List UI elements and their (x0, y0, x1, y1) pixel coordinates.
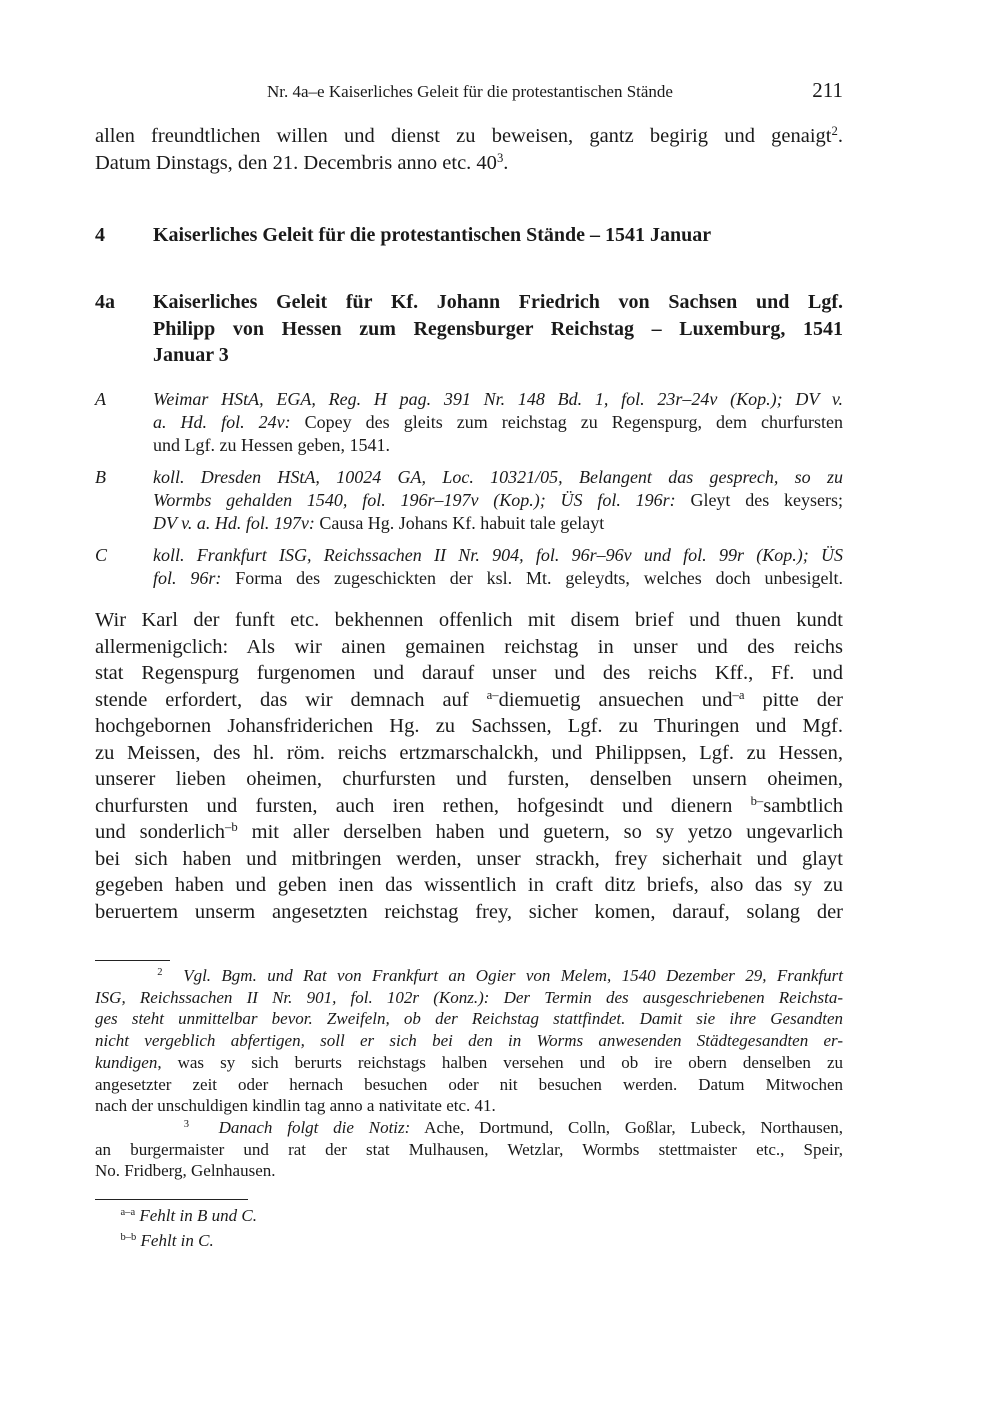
source-a (153, 388, 843, 457)
text-line (153, 567, 843, 590)
text-segment: , was sy sich berurts reichstags halben versehen und ob ire obern denselben zu (157, 1052, 843, 1072)
text-line (95, 766, 843, 793)
text-line (95, 846, 843, 873)
text-segment: diemuetig ansuechen und (498, 688, 733, 711)
text-segment: Causa Hg. Johans Kf. habuit tale gelayt (314, 513, 605, 533)
text-segment: und sonderlich (95, 821, 226, 843)
text-segment: fol. 96r: (153, 568, 222, 588)
text-line (153, 466, 843, 489)
text-line (95, 872, 843, 899)
variant-notes-divider (95, 1199, 248, 1200)
text-line (95, 607, 843, 634)
text-segment: a. Hd. fol. 24v: (153, 412, 291, 432)
variant-notes (95, 1204, 843, 1253)
text-segment: pitte der (744, 688, 843, 711)
text-line (95, 150, 843, 177)
text-segment: . (837, 125, 843, 147)
section-4-number: 4 (95, 224, 105, 246)
text-line (95, 1204, 843, 1229)
text-segment: No. Fridberg, Gelnhausen. (95, 1161, 276, 1181)
text-segment: an burgermaister und rat der stat Mulhausen, Wetzlar, Wormbs stettmaister etc., Speir, (95, 1139, 843, 1159)
text-line (95, 1160, 843, 1182)
text-segment: Datum Dinstags, den 21. Decembris anno etc. 40 (95, 151, 497, 174)
text-segment: churfursten und fursten, auch iren rethen, hofgesindt und dienern (95, 794, 751, 817)
text-line (95, 1052, 843, 1074)
note-marker: a– (486, 687, 499, 702)
note-marker: b–b (120, 1231, 137, 1243)
text-segment: Weimar HStA, EGA, Reg. H pag. 391 Nr. 148 Bd. 1, fol. 23r–24v (Kop.); DV v. (153, 389, 843, 409)
text-line (153, 289, 843, 316)
note-marker: 2 (831, 124, 838, 139)
note-marker: –b (225, 820, 238, 835)
text-line (95, 1074, 843, 1096)
note-marker: 3 (496, 150, 504, 165)
text-segment (189, 1118, 219, 1137)
section-4a-title (153, 289, 843, 369)
footnotes (95, 965, 843, 1182)
text-line (95, 899, 843, 926)
text-segment: gegeben haben und geben inen das wissentlich in craft ditz briefs, also das sy zu (95, 874, 843, 896)
text-segment: hochgebornen Johansfriderichen Hg. zu Sachssen, Lgf. zu Thuringen und Mgf. (95, 715, 843, 737)
text-line (95, 987, 843, 1009)
text-segment: Danach folgt die Notiz: (218, 1117, 411, 1137)
text-line (153, 489, 843, 512)
text-segment: . (503, 151, 509, 174)
text-segment (95, 1206, 121, 1225)
text-line (95, 1139, 843, 1161)
text-segment: koll. Dresden HStA, 10024 GA, Loc. 10321/05, Belangent das gesprech, so zu (153, 467, 843, 487)
source-label-a: A (95, 389, 106, 409)
text-segment: bei sich haben und mitbringen werden, unser strackh, frey sicherhait und glayt (95, 847, 843, 870)
text-segment: angesetzter zeit oder hernach besuchen oder nit besuchen werden. Datum Mitwochen (95, 1074, 843, 1094)
text-segment: Ache, Dortmund, Colln, Goßlar, Lubeck, Northausen, (410, 1117, 844, 1137)
text-line (95, 1030, 843, 1052)
text-segment: Januar 3 (153, 344, 229, 366)
text-segment: Fehlt in B und C. (139, 1206, 257, 1225)
text-segment: DV v. a. Hd. fol. 197v: (153, 513, 315, 533)
text-line (95, 713, 843, 740)
text-line (95, 1095, 843, 1117)
text-line (95, 1229, 843, 1254)
text-line (95, 819, 843, 846)
source-c (153, 544, 843, 590)
text-segment (95, 966, 157, 985)
text-segment: ISG, Reichssachen II Nr. 901, fol. 102r (Konz.): Der Termin des ausgeschriebenen Reichsta- (95, 987, 843, 1007)
text-segment: kundigen (95, 1052, 158, 1072)
running-title: Nr. 4a–e Kaiserliches Geleit für die protestantischen Stände (267, 82, 673, 101)
text-line (95, 793, 843, 820)
source-label-c: C (95, 545, 108, 565)
text-segment: sambtlich (763, 794, 843, 817)
text-segment: koll. Frankfurt ISG, Reichssachen II Nr. 904, fol. 96r–96v und fol. 99r (Kop.); ÜS (153, 545, 843, 565)
source-b (153, 466, 843, 535)
page-number: 211 (812, 78, 843, 102)
text-line (95, 740, 843, 767)
text-segment: mit aller derselben haben und guetern, so sy yetzo ungevarlich (237, 821, 843, 843)
note-marker: a–a (120, 1207, 136, 1219)
text-line (153, 388, 843, 411)
text-segment: Gleyt des keysers; (675, 490, 843, 510)
text-line (95, 965, 843, 987)
text-segment: zu Meissen, des hl. röm. reichs ertzmarschalckh, und Philippsen, Lgf. zu Hessen, (95, 741, 843, 764)
text-segment: Vgl. Bgm. und Rat von Frankfurt an Ogier von Melem, 1540 Dezember 29, Frankfurt (183, 966, 843, 985)
text-segment: Copey des gleits zum reichstag zu Regenspurg, dem churfursten (290, 412, 843, 432)
text-line (153, 411, 843, 434)
text-segment (162, 966, 183, 985)
text-segment: nach der unschuldigen kindlin tag anno a nativitate etc. 41. (95, 1096, 496, 1116)
text-segment: allermenigclich: Als wir ainen gemainen reichstag in unser und des reichs (95, 635, 843, 658)
text-segment: allen freundtlichen willen und dienst zu beweisen, gantz begirig und genaigt (95, 125, 832, 147)
text-line (95, 123, 843, 150)
text-segment (95, 1231, 121, 1250)
text-line (153, 316, 843, 343)
text-segment: nicht vergeblich abfertigen, soll er sich bei den in Worms anwesenden Städtegesandten er- (95, 1031, 843, 1051)
note-marker: 3 (183, 1119, 190, 1131)
section-4a-number: 4a (95, 291, 115, 313)
text-segment: Philipp von Hessen zum Regensburger Reichstag – Luxemburg, 1541 (153, 317, 843, 340)
section-4-title: Kaiserliches Geleit für die protestantischen Stände – 1541 Januar (153, 224, 712, 246)
text-line (153, 544, 843, 567)
text-segment: Wir Karl der funft etc. bekhennen offenlich mit disem brief und thuen kundt (95, 609, 843, 631)
text-segment: ges steht unmittelbar bevor. Zweifeln, ob der Reichstag stattfindet. Damit sie ihre Gesandten (95, 1009, 843, 1029)
source-label-b: B (95, 467, 106, 487)
text-segment: und Lgf. zu Hessen geben, 1541. (153, 435, 390, 455)
note-marker: b– (750, 793, 764, 808)
footnote-divider (95, 960, 170, 961)
document-body (95, 607, 843, 925)
text-segment (95, 1118, 184, 1137)
text-line (95, 1117, 843, 1139)
text-line (153, 512, 843, 535)
intro-text (95, 123, 843, 176)
text-line (95, 634, 843, 661)
text-line (153, 434, 843, 457)
text-segment: Forma des zugeschickten der ksl. Mt. geleydts, welches doch unbesigelt. (221, 568, 843, 588)
text-line (95, 660, 843, 687)
text-line (95, 1008, 843, 1030)
note-marker: –a (732, 687, 745, 702)
text-line (95, 687, 843, 714)
text-segment: Fehlt in C. (140, 1230, 214, 1250)
text-segment: unserer lieben oheimen, churfursten und fursten, denselben unsern oheimen, (95, 768, 843, 790)
text-line (153, 342, 843, 369)
text-segment: Kaiserliches Geleit für Kf. Johann Friedrich von Sachsen und Lgf. (153, 291, 843, 313)
text-segment: stat Regenspurg furgenomen und darauf unser und des reichs Kff., Ff. und (95, 662, 843, 684)
text-segment: beruertem unserm angesetzten reichstag frey, sicher komen, darauf, solang der (95, 900, 843, 923)
text-segment: Wormbs gehalden 1540, fol. 196r–197v (Kop.); ÜS fol. 196r: (153, 490, 676, 510)
text-segment: stende erfordert, das wir demnach auf (95, 688, 487, 711)
note-marker: 2 (157, 967, 163, 979)
